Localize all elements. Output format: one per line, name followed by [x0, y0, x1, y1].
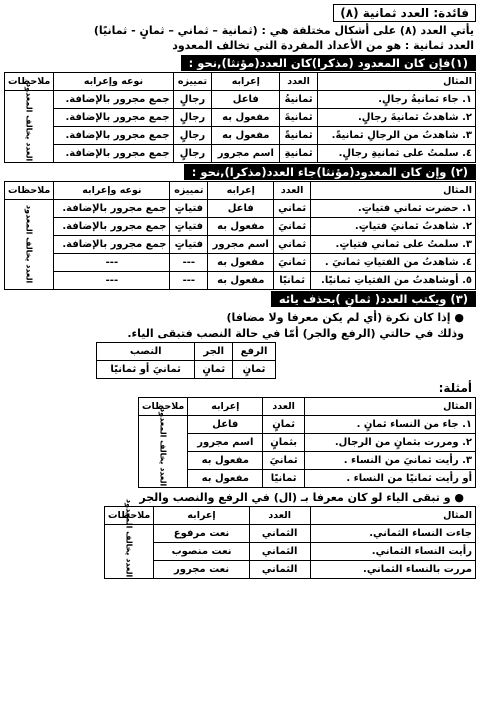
table-row	[5, 218, 476, 236]
cell: ثمانيةُ	[280, 91, 318, 109]
examples-heading: أمثلة:	[438, 381, 472, 395]
cell: ثمانيًا	[263, 470, 305, 488]
bullet-cases: وذلك في حالتي (الرفع والجر) أمّا في حالة النصب فتبقى الياء.	[127, 327, 464, 340]
cell: فاعل	[212, 91, 280, 109]
header-notes: ملاحظات	[5, 182, 54, 200]
cell: بثمانٍ	[263, 434, 305, 452]
cell: النصب	[97, 343, 195, 361]
cell: الثماني	[249, 561, 310, 579]
header-notes: ملاحظات	[5, 73, 54, 91]
header-example: المثال	[304, 398, 475, 416]
cell: ٤. سلمتُ على ثمانيةِ رجالٍ.	[317, 145, 475, 163]
table-row	[139, 416, 476, 434]
cell: مفعول به	[208, 218, 274, 236]
cell: ---	[54, 272, 170, 290]
section-2-heading: (٢) وإن كان المعدود(مؤنثا)جاء العدد(مذكرا),نحو :	[184, 164, 476, 180]
section-3-heading: (٣) ويكتب العدد( ثمانٍ )بحذف يائه	[271, 291, 476, 307]
cell: ---	[170, 254, 208, 272]
cell: ثمانٍ	[263, 416, 305, 434]
notes-cell: العدد يخالف المعدود	[139, 416, 188, 488]
cell: ---	[54, 254, 170, 272]
cell: ثمانيةَ	[280, 109, 318, 127]
cell: رجالٍ	[173, 91, 212, 109]
cell: أو رأيت ثمانيًا من النساء .	[304, 470, 475, 488]
table-row	[5, 254, 476, 272]
notes-cell: العدد يخالف المعدود	[105, 525, 154, 579]
bullet-indefinite: ● إذا كان نكرة (أي لم يكن معرفا ولا مضافا)	[226, 311, 464, 324]
cell: جمع مجرور بالإضافة.	[54, 218, 170, 236]
cell: جمع مجرور بالإضافة.	[54, 127, 173, 145]
header-parsing: إعرابه	[208, 182, 274, 200]
cell: مفعول به	[208, 254, 274, 272]
cell: رجالٍ	[173, 127, 212, 145]
table-cases	[96, 342, 276, 379]
header-example: المثال	[310, 182, 475, 200]
header-notes: ملاحظات	[139, 398, 188, 416]
cell: الثماني	[249, 525, 310, 543]
cell: مفعول به	[188, 452, 263, 470]
cell: ثمانيَ	[274, 254, 311, 272]
cell: جاءت النساء الثماني.	[310, 525, 475, 543]
table-row	[139, 452, 476, 470]
cell: رجالٍ	[173, 109, 212, 127]
cell: ثمانٍ	[195, 361, 233, 379]
header-example: المثال	[310, 507, 475, 525]
notes-cell: العدد يخالف المعدود	[5, 200, 54, 290]
header-notes: ملاحظات	[105, 507, 154, 525]
bullet-text: إذا كان نكرة (أي لم يكن معرفا ولا مضافا)	[226, 311, 451, 324]
header-example: المثال	[317, 73, 475, 91]
cell: اسم مجرور	[208, 236, 274, 254]
cell: ١. حضرت ثماني فتياتٍ.	[310, 200, 475, 218]
cell: ٤. شاهدتُ من الفتياتِ ثمانيَ .	[310, 254, 475, 272]
table-row	[5, 109, 476, 127]
cell: الثماني	[249, 543, 310, 561]
cell: اسم مجرور	[212, 145, 280, 163]
cell: الرفع	[233, 343, 276, 361]
cell: ٢. شاهدتُ ثمانيةَ رجالٍ.	[317, 109, 475, 127]
cell: مفعول به	[208, 272, 274, 290]
table-row	[105, 525, 476, 543]
cell: نعت مجرور	[154, 561, 249, 579]
section-1-heading: (١)فإن كان المعدود (مذكرا)كان العدد(مؤنثا),نحو :	[181, 55, 476, 71]
page-title: فائدة: العدد ثمانية (٨)	[333, 4, 476, 22]
cell: جمع مجرور بالإضافة.	[54, 236, 170, 254]
cell: ٢. ومررت بثمانٍ من الرجال.	[304, 434, 475, 452]
cell: ثمانٍ	[233, 361, 276, 379]
cell: ثماني	[274, 200, 311, 218]
table-row	[105, 543, 476, 561]
table-feminine	[4, 181, 476, 290]
cell: ثمانيَ أو ثمانيًا	[97, 361, 195, 379]
cell: مررت بالنساء الثماني.	[310, 561, 475, 579]
cell: اسم مجرور	[188, 434, 263, 452]
cell: ثمانيَ	[274, 218, 311, 236]
cell: فتياتٍ	[170, 200, 208, 218]
cell: مفعول به	[188, 470, 263, 488]
cell: رأيت النساء الثماني.	[310, 543, 475, 561]
page	[4, 0, 476, 579]
cell: ثمانيةِ	[280, 145, 318, 163]
table-row	[5, 145, 476, 163]
cell: مفعول به	[212, 109, 280, 127]
table-row	[105, 561, 476, 579]
header-parsing: إعرابه	[188, 398, 263, 416]
cell: ١. جاء ثمانيةُ رجالٍ.	[317, 91, 475, 109]
cell: فتياتٍ	[170, 236, 208, 254]
cell: ١. جاء من النساء ثمانٍ .	[304, 416, 475, 434]
header-number: العدد	[274, 182, 311, 200]
cell: ثمانيًا	[274, 272, 311, 290]
header-specifier: تمييزه	[170, 182, 208, 200]
header-parsing: إعرابه	[154, 507, 249, 525]
cell: ---	[170, 272, 208, 290]
header-number: العدد	[249, 507, 310, 525]
table-row	[139, 470, 476, 488]
header-type: نوعه وإعرابه	[54, 182, 170, 200]
notes-cell: العدد يخالف المعدود	[5, 91, 54, 163]
header-parsing: إعرابه	[212, 73, 280, 91]
bullet-definite: ● و تبقى الياء لو كان معرفا بـ (ال) في الرفع والنصب والجر	[139, 491, 464, 504]
table-row	[5, 200, 476, 218]
cell: ثمانيةً	[280, 127, 318, 145]
cell: نعت مرفوع	[154, 525, 249, 543]
cell: ٣. رأيت ثمانيَ من النساء .	[304, 452, 475, 470]
header-number: العدد	[263, 398, 305, 416]
cell: ٢. شاهدتُ ثمانيَ فتياتٍ.	[310, 218, 475, 236]
cell: فتياتٍ	[170, 218, 208, 236]
cell: ٣. سلمتُ على ثماني فتياتٍ.	[310, 236, 475, 254]
intro-line: يأتي العدد (٨) على أشكال مختلفة هي : (ثمانية – ثماني – ثمانٍ - ثمانيًا)	[93, 24, 474, 37]
cell: ثمانيَ	[263, 452, 305, 470]
table-row	[5, 236, 476, 254]
cell: فاعل	[188, 416, 263, 434]
table-definite	[104, 498, 476, 579]
table-examples	[138, 397, 476, 488]
table-row	[5, 127, 476, 145]
cell: ٣. شاهدتُ من الرجالِ ثمانيةً.	[317, 127, 475, 145]
cell: نعت منصوب	[154, 543, 249, 561]
cell: جمع مجرور بالإضافة.	[54, 109, 173, 127]
cell: الجر	[195, 343, 233, 361]
cell: جمع مجرور بالإضافة.	[54, 145, 173, 163]
header-type: نوعه وإعرابه	[54, 73, 173, 91]
cell: ٥. أوشاهدتُ من الفتياتِ ثمانيًا.	[310, 272, 475, 290]
table-row	[139, 434, 476, 452]
table-row	[5, 91, 476, 109]
header-number: العدد	[280, 73, 318, 91]
header-specifier: تمييزه	[173, 73, 212, 91]
cell: رجالٍ	[173, 145, 212, 163]
cell: جمع مجرور بالإضافة.	[54, 91, 173, 109]
cell: فاعل	[208, 200, 274, 218]
bullet-text: و تبقى الياء لو كان معرفا بـ (ال) في الرفع والنصب والجر	[139, 491, 451, 504]
cell: مفعول به	[212, 127, 280, 145]
table-row	[5, 272, 476, 290]
cell: ثماني	[274, 236, 311, 254]
definition-line: العدد ثمانية : هو من الأعداد المفردة التي تخالف المعدود	[172, 39, 474, 52]
table-masculine	[4, 72, 476, 163]
cell: جمع مجرور بالإضافة.	[54, 200, 170, 218]
